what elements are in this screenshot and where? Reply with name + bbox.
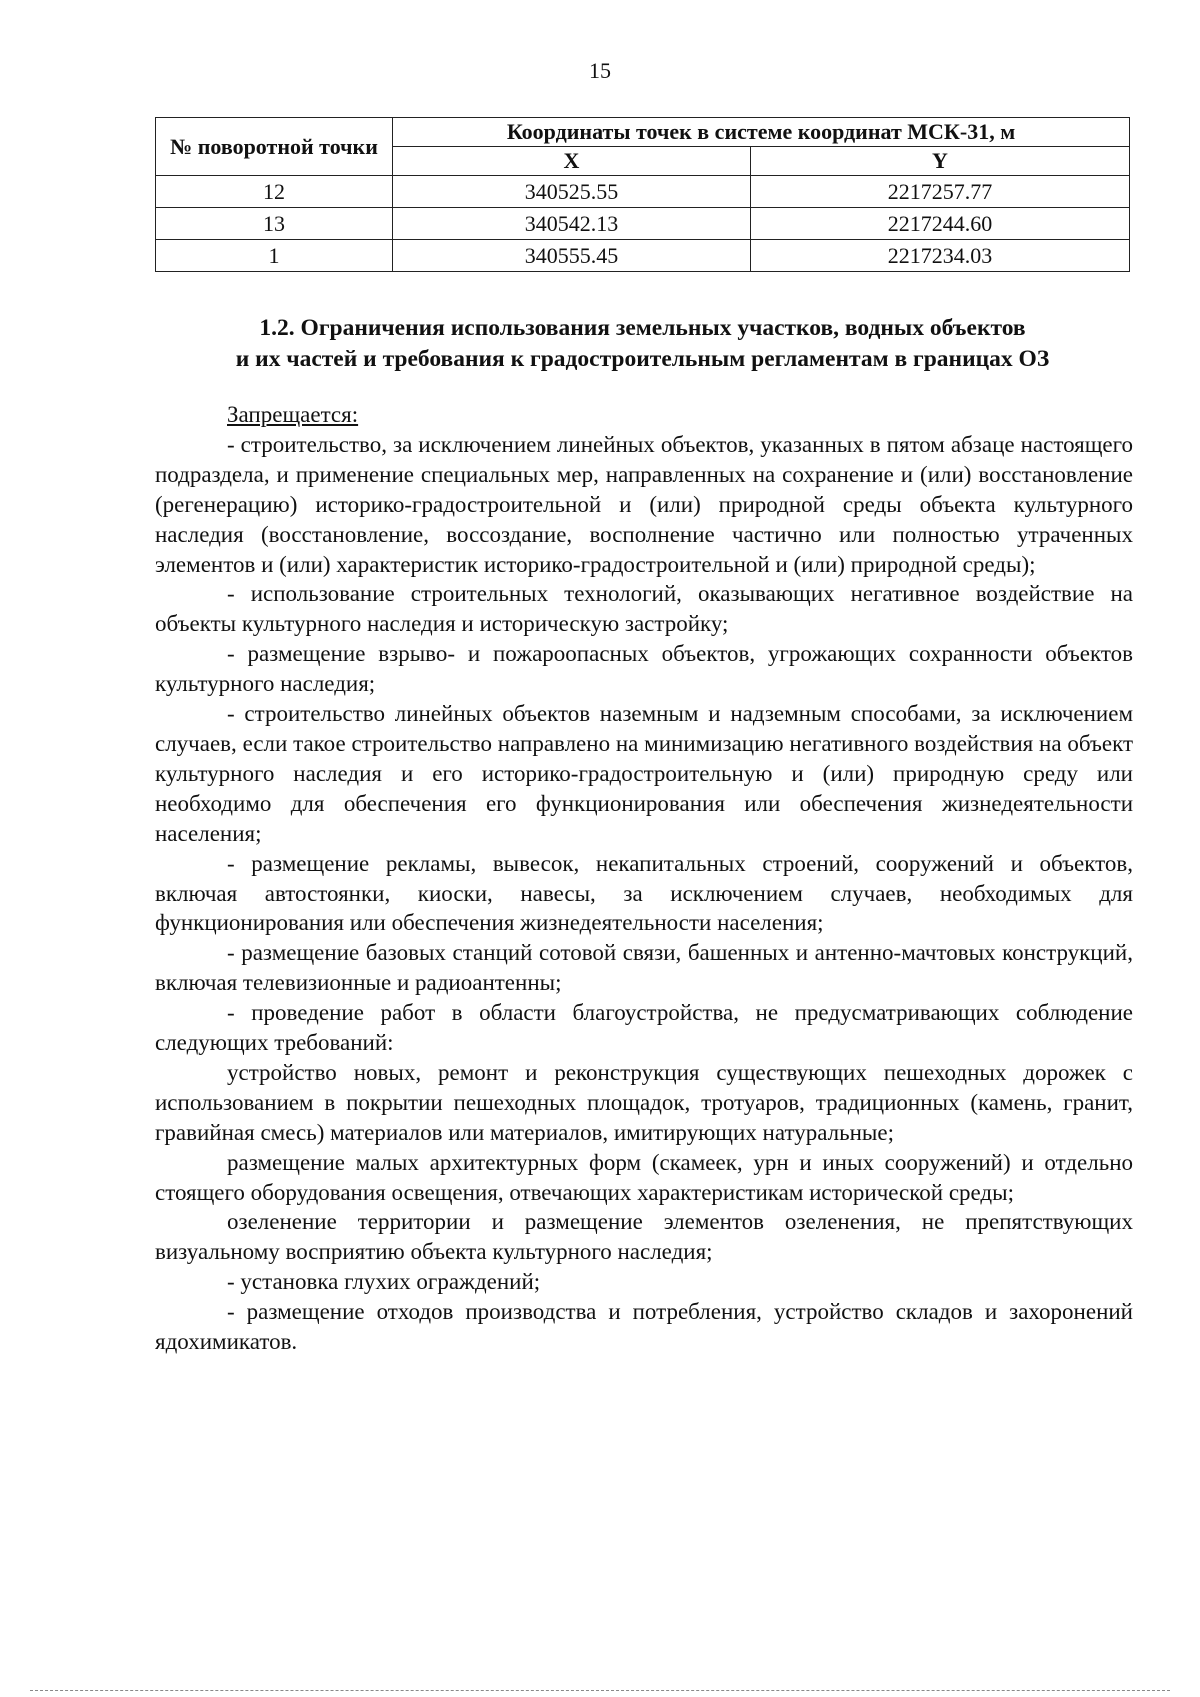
- page-bottom-divider: [30, 1690, 1170, 1691]
- coordinates-table: [155, 117, 1130, 272]
- restriction-paragraph: - размещение рекламы, вывесок, некапитальных строений, сооружений и объектов, включая автостоянки, киоски, навесы, за исключением случаев, необходимых для функционирования или обеспечения жизнедеятельности населения;: [155, 850, 1133, 936]
- table-row: [156, 240, 1130, 272]
- restriction-paragraph: - размещение отходов производства и потребления, устройство складов и захоронений ядохимикатов.: [155, 1299, 1133, 1355]
- section-title-line-2: и их частей и требования к градостроительным регламентам в границах ОЗ: [235, 346, 1050, 372]
- restriction-paragraph: - строительство, за исключением линейных объектов, указанных в пятом абзаце настоящего подраздела, и применение специальных мер, направленных на сохранение и (или) восстановление (регенерацию) историко-градостроительной и (или) природной среды объекта культурного наследия (восстановление, воссоздание, восполнение частично или полностью утраченных элементов и (или) характеристик историко-градостроительной и (или) природной среды);: [155, 431, 1133, 577]
- cell-x: 340542.13: [393, 208, 751, 240]
- table-row: [156, 208, 1130, 240]
- header-coordinates: Координаты точек в системе координат МСК-31, м: [393, 118, 1130, 147]
- restriction-paragraph: - использование строительных технологий, оказывающих негативное воздействие на объекты культурного наследия и историческую застройку;: [155, 581, 1133, 637]
- header-y: Y: [751, 147, 1130, 176]
- cell-point: 13: [156, 208, 393, 240]
- section-title: [155, 313, 1130, 375]
- cell-y: 2217234.03: [751, 240, 1130, 272]
- cell-point: 1: [156, 240, 393, 272]
- cell-x: 340555.45: [393, 240, 751, 272]
- forbidden-label: Запрещается:: [227, 402, 359, 427]
- section-body: [155, 400, 1133, 1357]
- requirement-paragraph: размещение малых архитектурных форм (скамеек, урн и иных сооружений) и отдельно стоящего оборудования освещения, отвечающих характеристикам исторической среды;: [155, 1149, 1133, 1205]
- cell-point: 12: [156, 176, 393, 208]
- table-row: [156, 176, 1130, 208]
- header-x: X: [393, 147, 751, 176]
- page-number: 15: [589, 58, 611, 83]
- restriction-paragraph: - размещение взрыво- и пожароопасных объектов, угрожающих сохранности объектов культурного наследия;: [155, 641, 1133, 697]
- cell-x: 340525.55: [393, 176, 751, 208]
- section-title-line-1: 1.2. Ограничения использования земельных участков, водных объектов: [259, 315, 1026, 341]
- restriction-paragraph: - строительство линейных объектов наземным и надземным способами, за исключением случаев, если такое строительство направлено на минимизацию негативного воздействия на объект культурного наследия и его историко-градостроительную и (или) природную среду или необходимо для обеспечения его функционирования или обеспечения жизнедеятельности населения;: [155, 701, 1133, 846]
- header-point-number: № поворотной точки: [156, 118, 393, 176]
- table-header-row: [156, 118, 1130, 147]
- cell-y: 2217244.60: [751, 208, 1130, 240]
- requirement-paragraph: озеленение территории и размещение элементов озеленения, не препятствующих визуальному восприятию объекта культурного наследия;: [155, 1209, 1133, 1265]
- restriction-paragraph: - размещение базовых станций сотовой связи, башенных и антенно-мачтовых конструкций, включая телевизионные и радиоантенны;: [155, 940, 1133, 996]
- cell-y: 2217257.77: [751, 176, 1130, 208]
- requirement-paragraph: устройство новых, ремонт и реконструкция существующих пешеходных дорожек с использованием в покрытии пешеходных площадок, тротуаров, традиционных (камень, гранит, гравийная смесь) материалов или материалов, имитирующих натуральные;: [155, 1059, 1133, 1145]
- restriction-paragraph: - проведение работ в области благоустройства, не предусматривающих соблюдение следующих требований:: [155, 1000, 1133, 1056]
- restriction-paragraph: - установка глухих ограждений;: [227, 1269, 541, 1295]
